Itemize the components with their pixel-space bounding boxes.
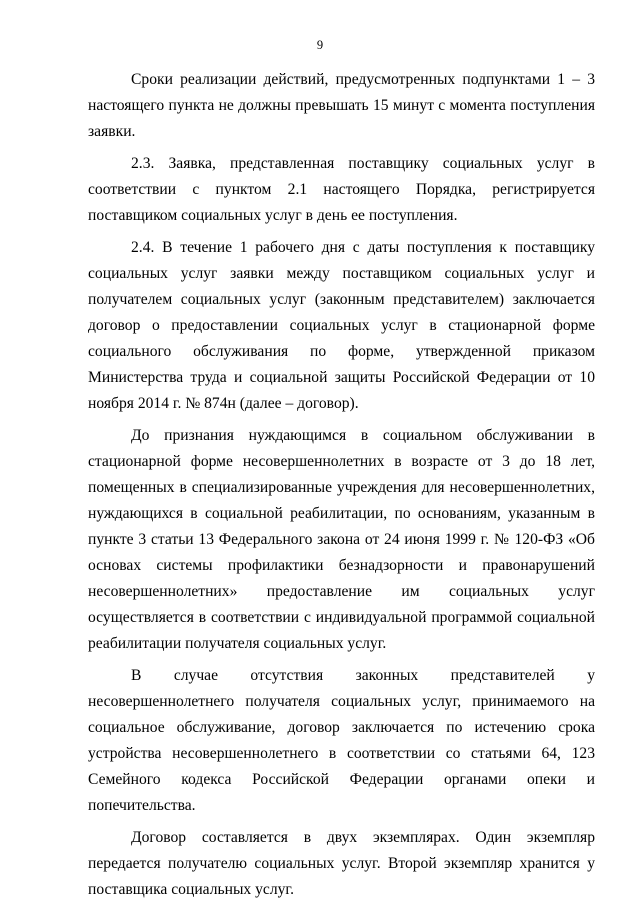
paragraph-2-3-registration: 2.3. Заявка, представленная поставщику социальных услуг в соответствии с пунктом 2.1 настоящего Порядка, регистрируется поставщиком социальных услуг в день ее поступления. (88, 155, 595, 224)
paragraph-deadlines: Сроки реализации действий, предусмотренных подпунктами 1 – 3 настоящего пункта не должны превышать 15 минут с момента поступления заявки. (88, 71, 595, 140)
paragraph-minors-rehabilitation: До признания нуждающимся в социальном обслуживании в стационарной форме несовершеннолетних в возрасте от 3 до 18 лет, помещенных в специализированные учреждения для несовершеннолетних, нуждающихся в социальной реабилитации, по основаниям, указанным в пункте 3 статьи 13 Федерального закона от 24 июня 1999 г. № 120-ФЗ «Об основах системы профилактики безнадзорности и правонарушений несовершеннолетних» предоставление им социальных услуг осуществляется в соответствии с индивидуальной программой социальной реабилитации получателя социальных услуг. (88, 427, 595, 652)
paragraph-contract-copies: Договор составляется в двух экземплярах. Один экземпляр передается получателю социальных услуг. Второй экземпляр хранится у поставщика социальных услуг. (88, 829, 595, 898)
document-body (88, 67, 595, 909)
paragraph-no-legal-representatives: В случае отсутствия законных представителей у несовершеннолетнего получателя социальных услуг, принимаемого на социальное обслуживание, договор заключается по истечению срока устройства несовершеннолетнего в соответствии со статьями 64, 123 Семейного кодекса Российской Федерации органами опеки и попечительства. (88, 667, 595, 814)
paragraph-2-4-contract: 2.4. В течение 1 рабочего дня с даты поступления к поставщику социальных услуг заявки между поставщиком социальных услуг и получателем социальных услуг (законным представителем) заключается договор о предоставлении социальных услуг в стационарной форме социального обслуживания по форме, утвержденной приказом Министерства труда и социальной защиты Российской Федерации от 10 ноября 2014 г. № 874н (далее – договор). (88, 239, 595, 412)
page-number: 9 (316, 38, 324, 52)
